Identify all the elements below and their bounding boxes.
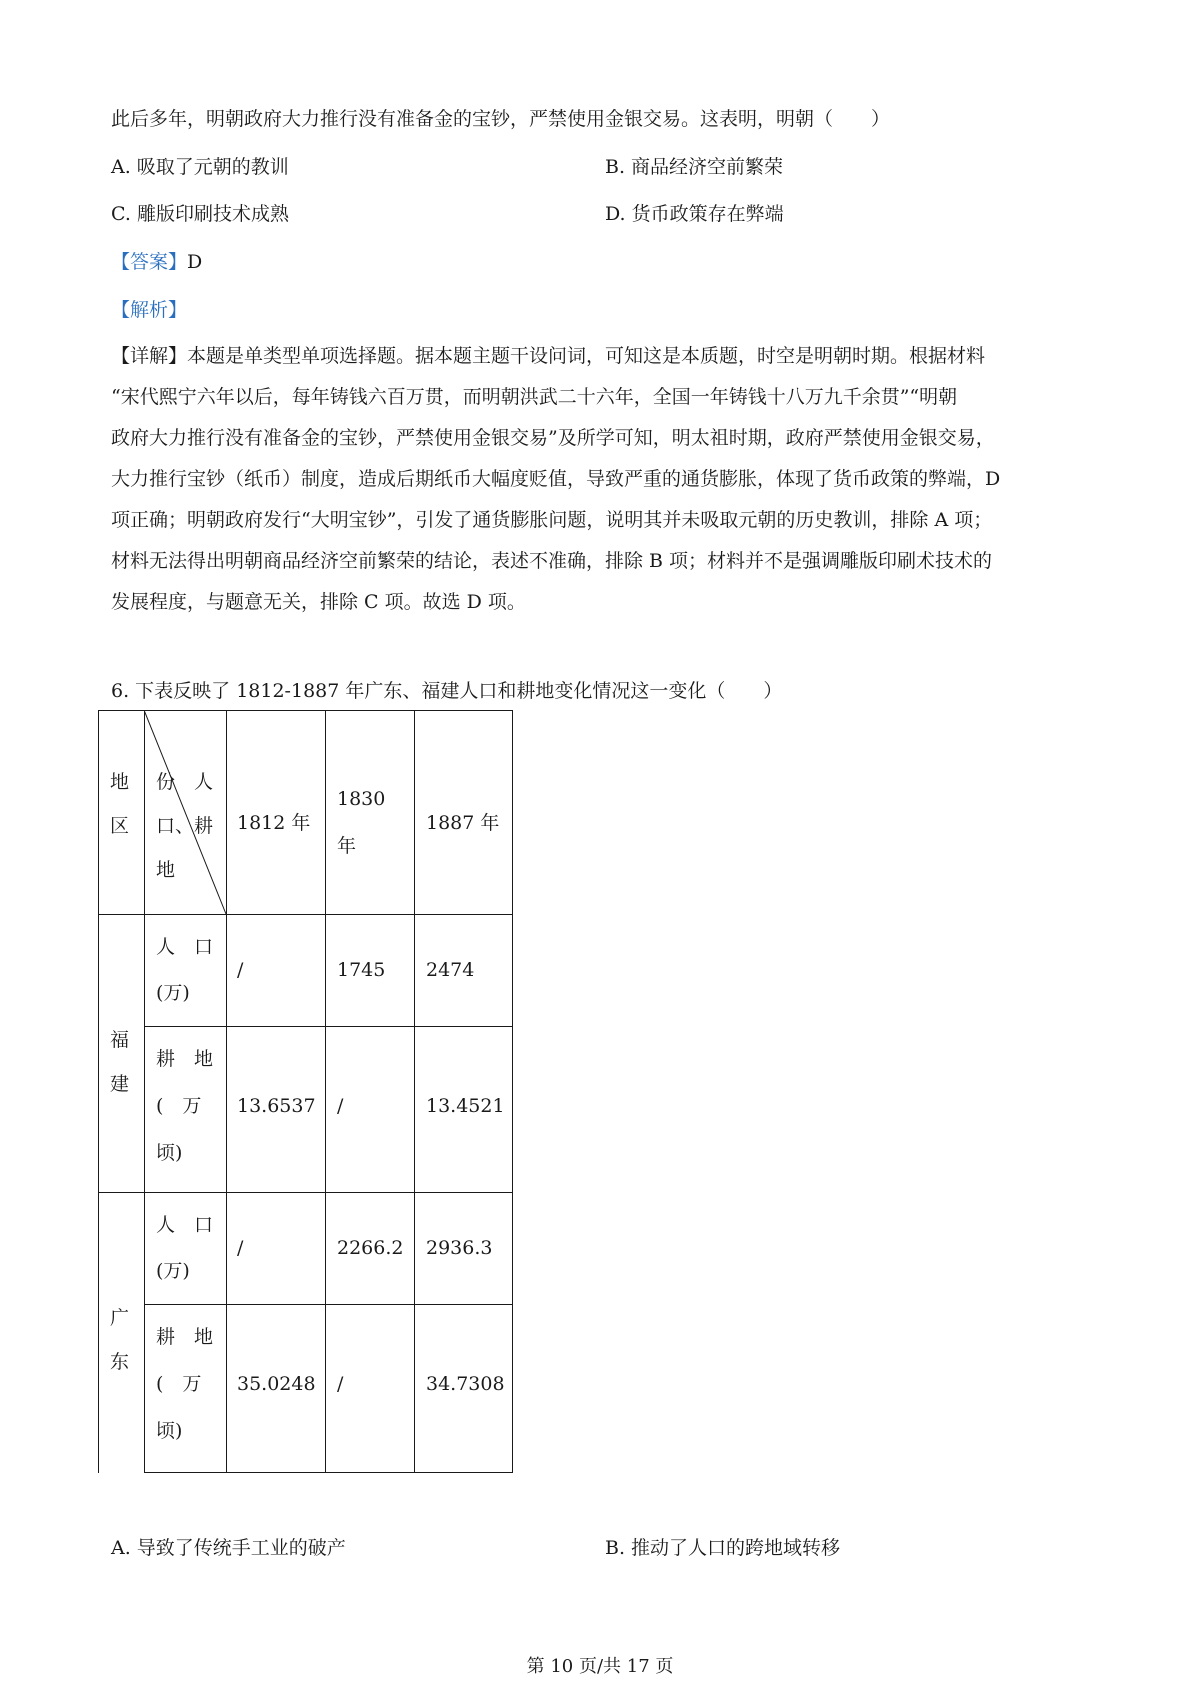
fujian-land-1830: / <box>337 1095 344 1117</box>
answer-line <box>111 247 202 274</box>
table-border <box>98 710 99 1473</box>
fujian-land-label: 耕 地 ( 万 顷) <box>156 1048 214 1164</box>
table-border <box>98 1192 513 1193</box>
header-1812: 1812 年 <box>237 812 311 834</box>
header-region: 地 区 <box>110 771 130 837</box>
analysis-line: 政府大力推行没有准备金的宝钞，严禁使用金银交易”及所学可知，明太祖时期，政府严禁使用金银交易， <box>111 427 995 449</box>
guangdong-pop-1887: 2936.3 <box>426 1237 493 1259</box>
q6-option-b: B. 推动了人口的跨地域转移 <box>605 1537 841 1559</box>
analysis-line: 【详解】本题是单类型单项选择题。据本题主题干设问词，可知这是本质题，时空是明朝时期。根据材料 <box>111 345 986 367</box>
region-fujian: 福 建 <box>110 1029 130 1095</box>
analysis-line: 项正确；明朝政府发行“大明宝钞”，引发了通货膨胀问题，说明其并未吸取元朝的历史教训，排除 A 项； <box>111 509 993 531</box>
data-table <box>98 710 514 1473</box>
fujian-land-1887: 13.4521 <box>426 1095 505 1117</box>
question-6-stem: 6. 下表反映了 1812-1887 年广东、福建人口和耕地变化情况这一变化（ ） <box>111 680 783 702</box>
analysis-line: 发展程度，与题意无关，排除 C 项。故选 D 项。 <box>111 591 526 613</box>
guangdong-pop-label: 人 口 (万) <box>156 1214 214 1282</box>
fujian-pop-label: 人 口 (万) <box>156 936 214 1004</box>
analysis-label: 【解析】 <box>111 299 188 321</box>
guangdong-land-1830: / <box>337 1373 344 1395</box>
fujian-pop-1812: / <box>237 959 244 981</box>
region-guangdong: 广 东 <box>110 1307 130 1373</box>
header-diagonal-labels: 份 人 口、耕 地 <box>156 771 214 881</box>
question-stem: 此后多年，明朝政府大力推行没有准备金的宝钞，严禁使用金银交易。这表明，明朝（ ） <box>111 108 891 130</box>
header-1887: 1887 年 <box>426 812 500 834</box>
option-b: B. 商品经济空前繁荣 <box>605 156 784 178</box>
table-border <box>512 710 513 1473</box>
table-border <box>144 1472 513 1473</box>
analysis-line: 材料无法得出明朝商品经济空前繁荣的结论，表述不准确，排除 B 项；材料并不是强调雕版印刷术技术的 <box>111 550 993 572</box>
header-1830: 1830 年 <box>337 788 386 857</box>
option-a: A. 吸取了元朝的教训 <box>111 156 289 178</box>
analysis-line: 大力推行宝钞（纸币）制度，造成后期纸币大幅度贬值，导致严重的通货膨胀，体现了货币政策的弊端，D <box>111 468 1001 490</box>
fujian-pop-1887: 2474 <box>426 959 475 981</box>
guangdong-land-label: 耕 地 ( 万 顷) <box>156 1326 214 1442</box>
fujian-land-1812: 13.6537 <box>237 1095 316 1117</box>
answer-label: 【答案】 <box>111 251 188 273</box>
guangdong-land-1812: 35.0248 <box>237 1373 316 1395</box>
page-footer: 第 10 页/共 17 页 <box>526 1656 674 1677</box>
table-border <box>414 710 415 1473</box>
answer-value: D <box>187 251 203 273</box>
table-border <box>144 1304 513 1305</box>
table-border <box>144 1026 513 1027</box>
guangdong-pop-1812: / <box>237 1237 244 1259</box>
guangdong-land-1887: 34.7308 <box>426 1373 505 1395</box>
fujian-pop-1830: 1745 <box>337 959 386 981</box>
option-d: D. 货币政策存在弊端 <box>605 203 784 225</box>
table-border <box>325 710 326 1473</box>
analysis-body <box>111 336 1101 623</box>
option-c: C. 雕版印刷技术成熟 <box>111 203 289 225</box>
analysis-line: “宋代熙宁六年以后，每年铸钱六百万贯，而明朝洪武二十六年，全国一年铸钱十八万九千余贯”“明朝 <box>111 386 958 408</box>
q6-option-a: A. 导致了传统手工业的破产 <box>111 1537 346 1559</box>
guangdong-pop-1830: 2266.2 <box>337 1237 404 1259</box>
